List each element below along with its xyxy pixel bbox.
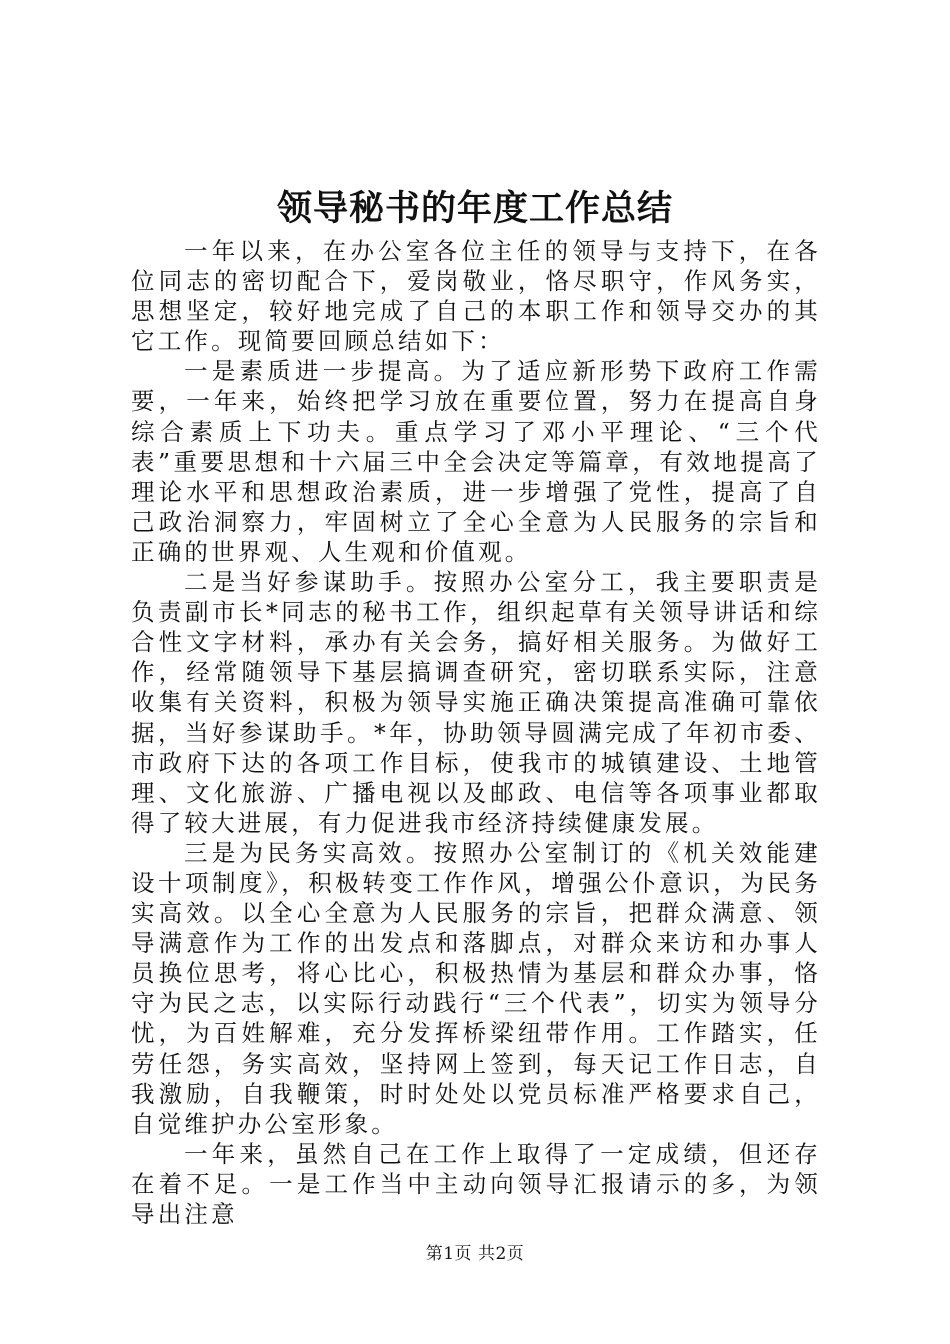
- paragraph-quality: 一是素质进一步提高。为了适应新形势下政府工作需要，一年来，始终把学习放在重要位置，努力在提高自身综合素质上下功夫。重点学习了邓小平理论、“三个代表”重要思想和十六届三中全会决定等篇章，有效地提高了理论水平和思想政治素质，进一步增强了党性，提高了自己政治洞察力，牢固树立了全心全意为人民服务的宗旨和正确的世界观、人生观和价值观。: [131, 357, 821, 566]
- paragraph-advisor: 二是当好参谋助手。按照办公室分工，我主要职责是负责副市长*同志的秘书工作，组织起草有关领导讲话和综合性文字材料，承办有关会务，搞好相关服务。为做好工作，经常随领导下基层搞调查研究，密切联系实际，注意收集有关资料，积极为领导实施正确决策提高准确可靠依据，当好参谋助手。*年，协助领导圆满完成了年初市委、市政府下达的各项工作目标，使我市的城镇建设、土地管理、文化旅游、广播电视以及邮政、电信等各项事业都取得了较大进展，有力促进我市经济持续健康发展。: [131, 568, 821, 837]
- page-footer: [0, 1243, 950, 1265]
- document-body: [131, 236, 821, 1229]
- paragraph-service: 三是为民务实高效。按照办公室制订的《机关效能建设十项制度》，积极转变工作作风，增强公仆意识，为民务实高效。以全心全意为人民服务的宗旨，把群众满意、领导满意作为工作的出发点和落脚点，对群众来访和办事人员换位思考，将心比心，积极热情为基层和群众办事，恪守为民之志，以实际行动践行“三个代表”，切实为领导分忧，为百姓解难，充分发挥桥梁纽带作用。工作踏实，任劳任怨，务实高效，坚持网上签到，每天记工作日志，自我激励，自我鞭策，时时处处以党员标准严格要求自己，自觉维护办公室形象。: [131, 838, 821, 1138]
- page-indicator: 第1页 共2页: [425, 1244, 525, 1264]
- document-title: 领导秘书的年度工作总结: [276, 188, 673, 229]
- paragraph-shortcomings: 一年来，虽然自己在工作上取得了一定成绩，但还存在着不足。一是工作当中主动向领导汇报请示的多，为领导出注意: [131, 1139, 821, 1228]
- paragraph-intro: 一年以来，在办公室各位主任的领导与支持下，在各位同志的密切配合下，爱岗敬业，恪尽职守，作风务实，思想坚定，较好地完成了自己的本职工作和领导交办的其它工作。现简要回顾总结如下：: [131, 237, 821, 356]
